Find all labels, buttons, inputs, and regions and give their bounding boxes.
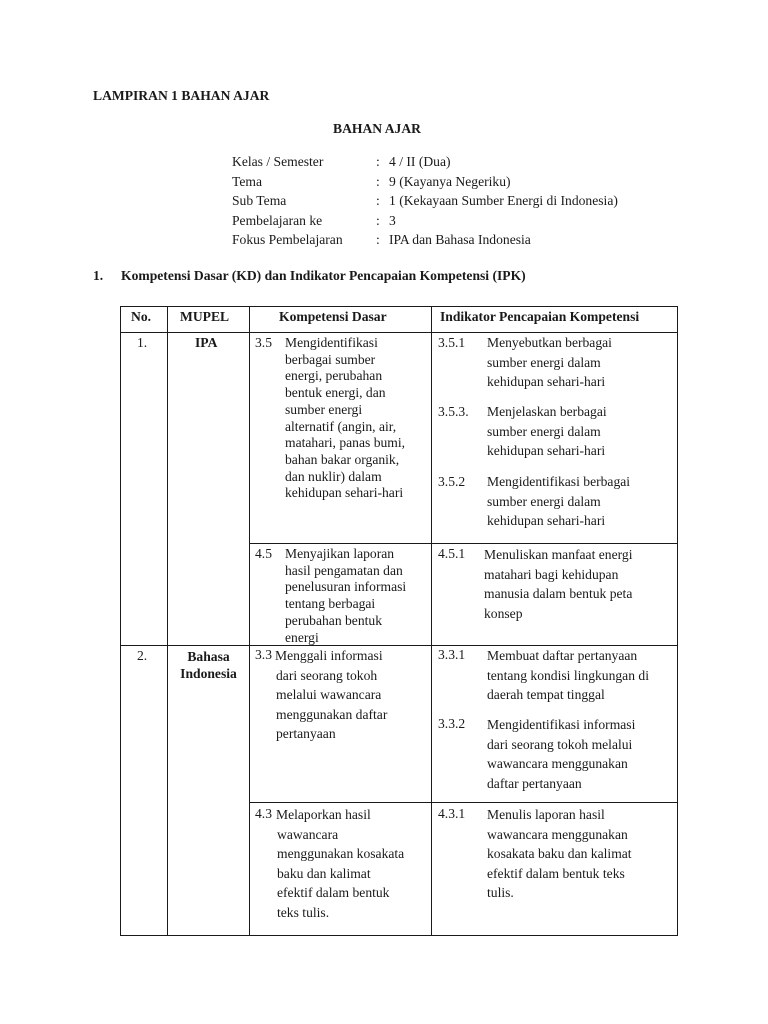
ipk-description: Menyebutkan berbagai sumber energi dalam kehidupan sehari-hari: [487, 335, 612, 389]
info-value-subtema: 1 (Kekayaan Sumber Energi di Indonesia): [389, 193, 618, 208]
info-label-fokus: Fokus Pembelajaran: [232, 232, 343, 247]
ipk-code: 3.5.1: [438, 335, 466, 350]
info-value-tema: 9 (Kayanya Negeriku): [389, 174, 511, 189]
ipk-code: 3.3.2: [438, 716, 466, 731]
header-kompetensi-dasar: Kompetensi Dasar: [279, 309, 387, 324]
info-label-subtema: Sub Tema: [232, 193, 287, 208]
ipk-code: 4.5.1: [438, 546, 466, 561]
kd-code: 4.3: [255, 806, 272, 821]
kd-description: Mengidentifikasi berbagai sumber energi, perubahan bentuk energi, dan sumber energi alternatif (angin, air, matahari, panas bumi, bahan bakar organik, dan nuklir) dalam kehidupan sehari-hari: [285, 335, 406, 501]
header-ipk: Indikator Pencapaian Kompetensi: [440, 309, 640, 324]
kd-code: 4.5: [255, 546, 272, 561]
ipk-description: Menuliskan manfaat energi matahari bagi kehidupan manusia dalam bentuk peta konsep: [484, 547, 633, 621]
row-number: 2.: [137, 648, 148, 663]
header-mupel: MUPEL: [180, 309, 230, 324]
ipk-code: 3.5.2: [438, 474, 466, 489]
kd-code: 3.5: [255, 335, 272, 350]
table-border-left: [120, 306, 121, 936]
kd-description: Menggali informasi dari seorang tokoh melalui wawancara menggunakan daftar pertanyaan: [275, 648, 388, 741]
section-title: Kompetensi Dasar (KD) dan Indikator Pencapaian Kompetensi (IPK): [121, 268, 526, 283]
row-divider: [249, 802, 678, 803]
ipk-description: Menulis laporan hasil wawancara menggunakan kosakata baku dan kalimat efektif dalam bentuk teks tulis.: [487, 807, 632, 900]
column-divider: [431, 306, 432, 936]
kd-description: Melaporkan hasil wawancara menggunakan kosakata baku dan kalimat efektif dalam bentuk teks tulis.: [276, 807, 405, 920]
table-border-right: [677, 306, 678, 936]
column-divider: [167, 306, 168, 936]
document-title: BAHAN AJAR: [333, 121, 421, 136]
header-no: No.: [131, 309, 152, 324]
info-colon: :: [376, 174, 380, 189]
section-number: 1.: [93, 268, 104, 283]
ipk-description: Membuat daftar pertanyaan tentang kondisi lingkungan di daerah tempat tinggal: [487, 648, 649, 702]
mupel-name: IPA: [195, 335, 218, 350]
kd-code: 3.3: [255, 647, 272, 662]
info-colon: :: [376, 213, 380, 228]
info-value-kelas: 4 / II (Dua): [389, 154, 451, 169]
mupel-name: Bahasa Indonesia: [180, 649, 237, 681]
info-value-fokus: IPA dan Bahasa Indonesia: [389, 232, 531, 247]
table-border-bottom: [120, 935, 678, 936]
info-label-kelas: Kelas / Semester: [232, 154, 324, 169]
kd-description: Menyajikan laporan hasil pengamatan dan penelusuran informasi tentang berbagai perubahan bentuk energi: [285, 546, 407, 645]
table-border-top: [120, 306, 678, 307]
info-label-pembelajaran: Pembelajaran ke: [232, 213, 323, 228]
info-value-pembelajaran: 3: [389, 213, 396, 228]
lampiran-heading: LAMPIRAN 1 BAHAN AJAR: [93, 88, 270, 103]
row-divider: [249, 543, 678, 544]
info-colon: :: [376, 193, 380, 208]
info-colon: :: [376, 232, 380, 247]
ipk-code: 4.3.1: [438, 806, 466, 821]
ipk-description: Mengidentifikasi berbagai sumber energi dalam kehidupan sehari-hari: [487, 474, 631, 528]
column-divider: [249, 306, 250, 936]
info-label-tema: Tema: [232, 174, 262, 189]
row-number: 1.: [137, 335, 148, 350]
info-colon: :: [376, 154, 380, 169]
ipk-code: 3.5.3.: [438, 404, 469, 419]
ipk-code: 3.3.1: [438, 647, 466, 662]
ipk-description: Mengidentifikasi informasi dari seorang tokoh melalui wawancara menggunakan daftar pertanyaan: [487, 717, 636, 791]
ipk-description: Menjelaskan berbagai sumber energi dalam kehidupan sehari-hari: [487, 404, 607, 458]
